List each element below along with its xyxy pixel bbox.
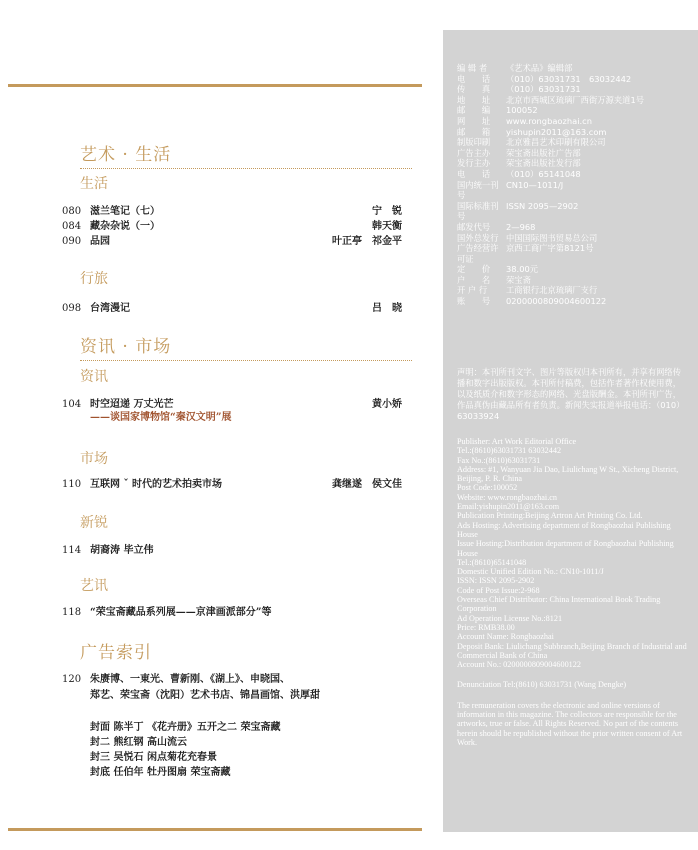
masthead-row: [457, 233, 692, 244]
entry-title: 滋兰笔记（七）: [90, 206, 160, 217]
masthead-key: 国际标准刊号: [457, 200, 499, 222]
masthead-value: （010）63031731: [506, 84, 581, 95]
copyright-declaration: 声明：本刊所刊文字、图片等版权归本刊所有，并享有网络传播和数字出版版权。本刊所付稿费，包括作者著作权使用费，以及纸质介和数字形态的网络、光盘版酬金。本刊所刊广告，作品真伪由藏品所有者负责。新闻失实报道举报电话：（010）63033924: [457, 367, 685, 421]
page-number: 114: [62, 545, 82, 556]
page-number: 084: [62, 221, 82, 232]
masthead-en-line: Ads Hosting: Advertising department of Rongbaozhai Publishing House: [457, 520, 671, 539]
masthead-row: [457, 74, 692, 85]
cover-credit: 封三 吴悦石 闲点菊花充春景: [90, 752, 217, 763]
masthead-key: 账 号: [457, 296, 491, 307]
masthead-row: [457, 169, 692, 180]
subsection-news: 资讯: [80, 369, 108, 385]
section-divider: [80, 168, 412, 169]
masthead-en-line: Website: www.rongbaozhai.cn: [457, 492, 557, 502]
toc-entry[interactable]: [62, 220, 402, 233]
masthead-en-line: Fax No.:(8610)63031731: [457, 455, 541, 465]
cover-credit: 封面 陈半丁 《花卉册》五开之二 荣宝斋藏: [90, 722, 281, 733]
masthead-value: 荣宝斋: [506, 274, 531, 285]
toc-entry[interactable]: [62, 302, 402, 315]
masthead-panel: [443, 30, 698, 832]
masthead-key: 编 辑 者: [457, 63, 488, 73]
masthead-value: 荣宝斋出版社发行部: [506, 158, 581, 169]
masthead-row: [457, 264, 692, 275]
subsection-art-news: 艺讯: [80, 578, 108, 594]
masthead-en-line: Publisher: Art Work Editorial Office: [457, 437, 577, 446]
masthead-row: [457, 63, 692, 74]
masthead-value: yishupin2011@163.com: [506, 126, 607, 137]
subsection-market: 市场: [80, 451, 108, 467]
masthead-key: 地 址: [457, 94, 491, 105]
section-title-ad-index: 广告索引: [80, 643, 152, 663]
entry-title: 胡裔涛 毕立伟: [90, 545, 154, 556]
masthead-key: 国外总发行: [457, 232, 499, 243]
masthead-key: 网 址: [457, 115, 491, 126]
masthead-en-line: ISSN: ISSN 2095-2902: [457, 576, 535, 586]
masthead-value: 工商银行北京琉璃厂支行: [506, 285, 598, 296]
entry-subtitle: ——谈国家博物馆“秦汉文明”展: [90, 412, 232, 423]
masthead-value: 38.00元: [506, 264, 539, 275]
masthead-row: [457, 116, 692, 127]
cover-credit: 封底 任伯年 牡丹图扇 荣宝斋藏: [90, 767, 231, 778]
masthead-en-line: Tel.:(8610)65141048: [457, 557, 527, 567]
masthead-key: 电 话: [457, 73, 491, 84]
masthead-key: 传 真: [457, 84, 491, 95]
subsection-life: 生活: [80, 176, 108, 192]
cover-credits: [90, 720, 280, 780]
masthead-value: 荣宝斋出版社广告部: [506, 147, 581, 158]
masthead-en-line: Address: #1, Wanyuan Jia Dao, Liulichang W St., Xicheng District, Beijing, P. R. China: [457, 464, 679, 484]
masthead-value: ISSN 2095—2902: [506, 200, 579, 211]
masthead-row: [457, 285, 692, 296]
masthead-row: [457, 84, 692, 95]
masthead-key: 发行主办: [457, 158, 491, 169]
masthead-row: [457, 137, 692, 148]
masthead-key: 广告经营许可证: [457, 243, 499, 264]
entry-title: 品园: [90, 236, 110, 247]
masthead-row: [457, 127, 692, 138]
masthead-row: [457, 105, 692, 116]
entry-title: 朱赓博、一東光、曹新刚、《湖上》、申晓国、: [90, 674, 290, 685]
cover-credit: 封二 熊红钢 高山流云: [90, 737, 187, 748]
entry-author: 吕 晓: [372, 303, 402, 314]
toc-entry[interactable]: [62, 672, 402, 704]
entry-title: 时空迢递 万丈光芒: [90, 399, 174, 410]
masthead-row: [457, 148, 692, 159]
masthead-english-list: [457, 437, 689, 669]
subsection-travel: 行旅: [80, 271, 108, 287]
toc-entry[interactable]: [62, 235, 402, 248]
page-number: 118: [62, 607, 82, 618]
toc-entry[interactable]: [62, 544, 402, 557]
masthead-en-line: Price: RMB38.00: [457, 622, 515, 632]
masthead-value: （010）65141048: [506, 168, 581, 179]
toc-entry[interactable]: [62, 398, 402, 424]
masthead-value: CN10—1011/J: [506, 179, 564, 190]
section-title-info-market: 资讯 · 市场: [80, 337, 172, 357]
masthead-en-line: Email:yishupin2011@163.com: [457, 502, 560, 512]
masthead-value: 京西工商广字第8121号: [506, 243, 594, 254]
masthead-en-line: Issue Hosting:Distribution department of Rongbaozhai Publishing House: [457, 539, 674, 558]
subsection-newcomer: 新锐: [80, 515, 108, 531]
masthead-key: 邮发代号: [457, 221, 491, 232]
masthead-value: 北京雅昌艺术印刷有限公司: [506, 137, 606, 148]
masthead-value: 100052: [506, 105, 538, 116]
entry-author: 韩天衡: [372, 221, 402, 232]
bottom-rule: [8, 828, 422, 831]
masthead-en-line: Domestic Unified Edition No.: CN10-1011/J: [457, 567, 604, 577]
top-rule: [8, 84, 422, 87]
masthead-key: 户 名: [457, 274, 491, 285]
masthead-row: [457, 180, 692, 201]
masthead-chinese: [457, 63, 692, 307]
masthead-key: 邮 箱: [457, 126, 491, 137]
page-number: 104: [62, 399, 82, 410]
toc-entry[interactable]: [62, 606, 402, 619]
masthead-row: [457, 275, 692, 286]
entry-title: 台湾漫记: [90, 303, 130, 314]
masthead-en-line: Deposit Bank: Liulichang Subbranch,Beijing Branch of Industrial and Commercial Bank of China: [457, 641, 687, 660]
masthead-value: 中国国际图书贸易总公司: [506, 232, 598, 243]
page-number: 120: [62, 674, 82, 685]
page-number: 090: [62, 236, 82, 247]
masthead-key: 国内统一刊号: [457, 179, 499, 201]
entry-title: 互联网 ˇ 时代的艺术拍卖市场: [90, 479, 222, 490]
masthead-key: 邮 编: [457, 105, 491, 116]
masthead-key: 开 户 行: [457, 285, 488, 296]
masthead-key: 广告主办: [457, 147, 491, 158]
section-title-art-life: 艺术 · 生活: [80, 145, 172, 165]
page-number: 110: [62, 479, 82, 490]
entry-subtitle: 郑艺、荣宝斋（沈阳）艺术书店、锦昌画馆、洪厚甜: [90, 690, 320, 701]
entry-title: “荣宝斋藏品系列展——京津画派部分”等: [90, 607, 272, 618]
masthead-row: [457, 222, 692, 233]
entry-author: 龚继遂 侯文佳: [332, 479, 402, 490]
masthead-row: [457, 158, 692, 169]
masthead-en-line: Ad Operation License No.:8121: [457, 613, 563, 623]
masthead-en-line: Code of Post Issue:2-968: [457, 585, 540, 595]
entry-author: 宁 锐: [372, 206, 402, 217]
masthead-en-line: Publication Printing:Beijing Artron Art Printing Co. Ltd.: [457, 511, 643, 521]
entry-title: 藏杂杂说（一）: [90, 221, 160, 232]
masthead-value: 2—968: [506, 221, 536, 232]
masthead-en-line: Account No.: 0200000809004600122: [457, 660, 581, 670]
masthead-value: 北京市西城区琉璃厂西街万源夹道1号: [506, 94, 645, 105]
masthead-en-line: Tel.:(8610)63031731 63032442: [457, 446, 562, 456]
masthead-key: 定 价: [457, 264, 491, 275]
masthead-key: 电 话: [457, 168, 491, 179]
masthead-value: （010）63031731 63032442: [506, 73, 632, 84]
toc-entry[interactable]: [62, 478, 402, 491]
masthead-en-line: Post Code:100052: [457, 483, 518, 493]
section-divider: [80, 360, 412, 361]
masthead-english: [457, 437, 689, 747]
masthead-en-line: Account Name: Rongbaozhai: [457, 632, 554, 642]
page-number: 098: [62, 303, 82, 314]
masthead-value: www.rongbaozhai.cn: [506, 115, 592, 126]
masthead-row: [457, 201, 692, 222]
entry-author: 黄小娇: [372, 399, 402, 410]
masthead-key: 制版印刷: [457, 137, 491, 148]
masthead-row: [457, 95, 692, 106]
toc-entry[interactable]: [62, 205, 402, 218]
page-number: 080: [62, 206, 82, 217]
remuneration-text: The remuneration covers the electronic and online versions of information in this magazine. The collectors are responsible for the artworks, true or false. All Rights Reserved. No part of the contents herein should be republished without the prior written consent of Art Work.: [457, 700, 683, 747]
masthead-row: [457, 296, 692, 307]
denunciation-text: Denunciation Tel:(8610) 63031731 (Wang Dengke): [457, 680, 627, 690]
masthead-value: 《艺术品》编辑部: [506, 63, 573, 73]
masthead-value: 0200000809004600122: [506, 296, 607, 307]
masthead-en-line: Overseas Chief Distributor: China International Book Trading Corporation: [457, 595, 661, 614]
masthead-row: [457, 243, 692, 264]
entry-author: 叶正亭 祁金平: [332, 236, 402, 247]
